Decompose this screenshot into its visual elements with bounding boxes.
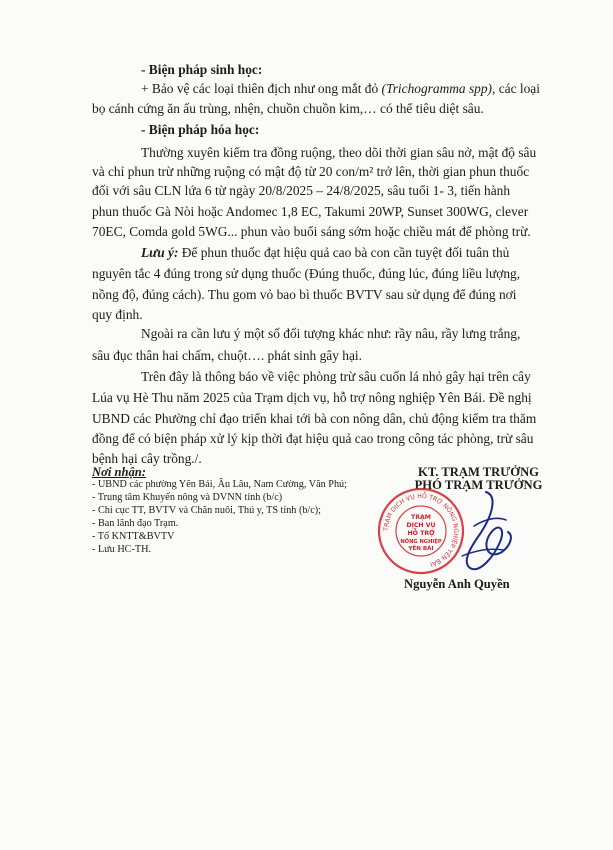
recipient-item: - Lưu HC-TH. — [92, 544, 151, 555]
chem-line-4: phun thuốc Gà Nòi hoặc Andomec 1,8 EC, Takumi 20WP, Sunset 300WG, clever — [92, 204, 529, 219]
note-line-4: quy định. — [92, 307, 143, 322]
stamp-line: HỖ TRỢ — [407, 530, 435, 537]
recipient-item: - Tổ KNTT&BVTV — [92, 531, 175, 542]
chem-line-2: và chỉ phun trừ những ruộng có mật độ từ 20 con/m² trở lên, thời gian phun thuốc — [92, 164, 530, 179]
closing-line-5: bệnh hại cây trồng./. — [92, 451, 202, 466]
chem-line-1: Thường xuyên kiểm tra đồng ruộng, theo dõi thời gian sâu nở, mật độ sâu — [141, 145, 537, 160]
stamp-line: NÔNG NGHIỆP — [400, 539, 442, 545]
note-line-1: Lưu ý: Để phun thuốc đạt hiệu quả cao bà con cần tuyệt đối tuân thủ — [141, 245, 510, 260]
stamp-line: TRẠM — [411, 514, 431, 521]
signature-title-1: KT. TRẠM TRƯỞNG — [418, 465, 539, 479]
note-label: Lưu ý: — [141, 245, 179, 260]
recipients-title: Nơi nhận: — [92, 465, 147, 479]
handwritten-signature — [440, 486, 530, 581]
stamp-line: YÊN BÁI — [408, 546, 434, 552]
other-line-1: Ngoài ra cần lưu ý một số đối tượng khác như: rầy nâu, rầy lưng trắng, — [141, 326, 521, 341]
closing-line-1: Trên đây là thông báo về việc phòng trừ sâu cuốn lá nhỏ gây hại trên cây — [141, 369, 531, 384]
other-line-2: sâu đục thân hai chấm, chuột…. phát sinh gây hại. — [92, 348, 362, 363]
note-line-2: nguyên tắc 4 đúng trong sử dụng thuốc (Đúng thuốc, đúng lúc, đúng liều lượng, — [92, 266, 521, 281]
bio-line-2: bọ cánh cứng ăn ấu trùng, nhện, chuồn chuồn kim,… có thể tiêu diệt sâu. — [92, 101, 484, 116]
closing-line-3: UBND các Phường chỉ đạo triển khai tới bà con nông dân, chủ động kiểm tra thăm — [92, 411, 537, 426]
chem-line-3: đối với sâu CLN lứa 6 từ ngày 20/8/2025 – 24/8/2025, sâu tuổi 1- 3, tiến hành — [92, 183, 511, 198]
recipient-item: - Chi cục TT, BVTV và Chăn nuôi, Thú y, TS tỉnh (b/c); — [92, 505, 322, 516]
closing-line-2: Lúa vụ Hè Thu năm 2025 của Trạm dịch vụ, hỗ trợ nông nghiệp Yên Bái. Đề nghị — [92, 390, 532, 405]
chem-heading: - Biện pháp hóa học: — [141, 122, 260, 137]
stamp-ring-text: TRẠM DỊCH VỤ HỖ TRỢ NÔNG NGHIỆP YÊN BÁI — [382, 492, 460, 568]
note-line-3: nồng độ, đúng cách). Thu gom vỏ bao bì thuốc BVTV sau sử dụng để đúng nơi — [92, 287, 517, 302]
closing-line-4: đồng để có biện pháp xử lý kịp thời đạt hiệu quả cao trong công tác phòng, trừ sâu — [92, 431, 534, 446]
bio-line-1: + Bảo vệ các loại thiên địch như ong mắt đỏ (Trichogramma spp), các loại — [141, 81, 540, 96]
recipient-item: - UBND các phường Yên Bái, Âu Lâu, Nam Cường, Văn Phú; — [92, 479, 347, 490]
stamp-line: DỊCH VỤ — [406, 522, 436, 529]
bio-heading: - Biện pháp sinh học: — [141, 62, 263, 77]
signature-title-2: PHÓ TRẠM TRƯỞNG — [414, 478, 543, 492]
recipient-item: - Trung tâm Khuyến nông và DVNN tỉnh (b/c) — [92, 492, 283, 503]
signer-name: Nguyễn Anh Quyền — [404, 577, 510, 591]
recipient-item: - Ban lãnh đạo Trạm. — [92, 518, 179, 529]
chem-line-5: 70EC, Comda gold 5WG... phun vào buổi sáng sớm hoặc chiều mát để phòng trừ. — [92, 224, 531, 239]
